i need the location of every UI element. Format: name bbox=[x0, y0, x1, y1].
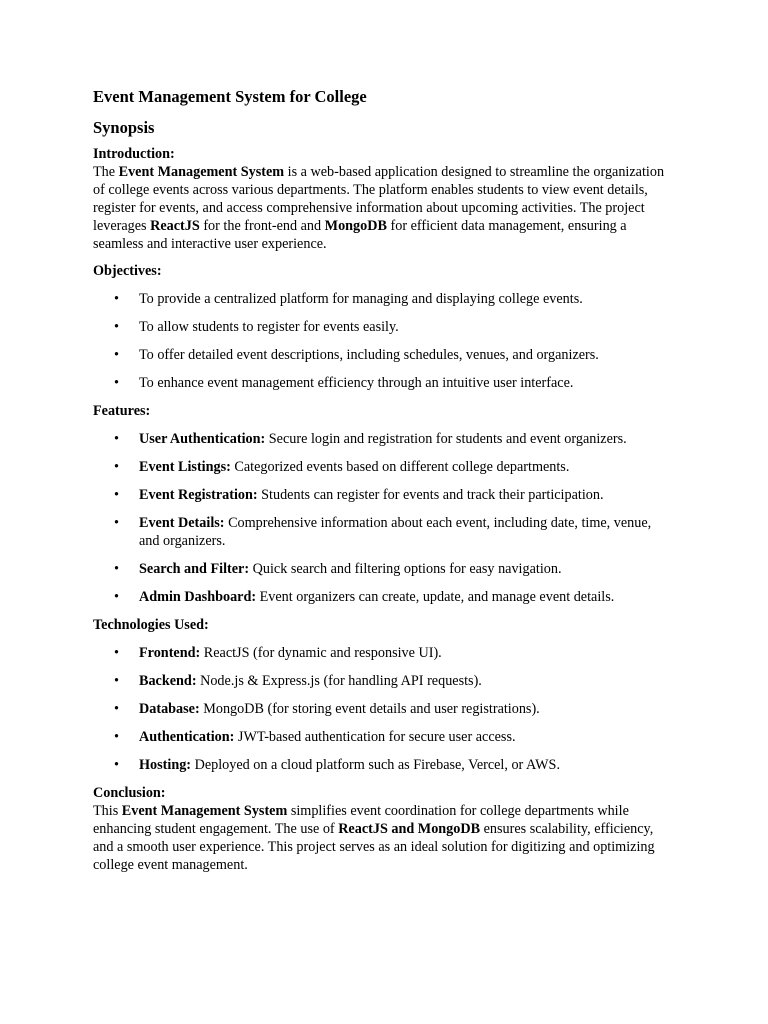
text-run: The bbox=[93, 164, 119, 180]
bullet-icon: • bbox=[114, 645, 119, 661]
text-run: simplifies event coordination for college departments while enhancing student engagement. The use of bbox=[93, 803, 629, 837]
introduction-label: Introduction: bbox=[93, 146, 175, 162]
list-item bbox=[93, 728, 674, 746]
list-item-text: To provide a centralized platform for managing and displaying college events. bbox=[139, 291, 583, 307]
list-item bbox=[93, 700, 674, 718]
technologies-section bbox=[93, 616, 674, 774]
bold-phrase: Event Management System bbox=[118, 164, 285, 180]
list-item-text: Comprehensive information about each event, including date, time, venue, and organizers. bbox=[139, 515, 652, 549]
bullet-icon: • bbox=[114, 515, 119, 531]
objectives-list bbox=[93, 290, 674, 392]
list-item-text: JWT-based authentication for secure user access. bbox=[234, 729, 516, 745]
bullet-icon: • bbox=[114, 319, 119, 335]
list-item bbox=[93, 458, 674, 476]
bold-phrase: ReactJS bbox=[150, 218, 200, 234]
technologies-list bbox=[93, 644, 674, 774]
bullet-icon: • bbox=[114, 431, 119, 447]
features-list bbox=[93, 430, 674, 606]
list-item bbox=[93, 318, 674, 336]
bold-phrase: Event Management System bbox=[121, 803, 288, 819]
bold-phrase: ReactJS and MongoDB bbox=[338, 821, 481, 837]
objectives-section bbox=[93, 262, 674, 392]
text-run: for the front-end and bbox=[199, 218, 325, 234]
list-item-text: Students can register for events and track their participation. bbox=[257, 487, 604, 503]
bullet-icon: • bbox=[114, 459, 119, 475]
list-item-text: To offer detailed event descriptions, including schedules, venues, and organizers. bbox=[139, 347, 599, 363]
bold-phrase: MongoDB bbox=[324, 218, 387, 234]
conclusion-label: Conclusion: bbox=[93, 785, 166, 801]
document-title: Event Management System for College bbox=[93, 87, 367, 106]
list-item-text: To allow students to register for events easily. bbox=[139, 319, 399, 335]
list-item-term: Backend: bbox=[139, 673, 197, 689]
list-item-text: Quick search and filtering options for easy navigation. bbox=[249, 561, 562, 577]
list-item-text: Categorized events based on different college departments. bbox=[230, 459, 570, 475]
list-item bbox=[93, 346, 674, 364]
introduction-paragraph bbox=[93, 163, 674, 253]
list-item-term: Admin Dashboard: bbox=[139, 589, 257, 605]
list-item-text: Deployed on a cloud platform such as Firebase, Vercel, or AWS. bbox=[191, 757, 560, 773]
bullet-icon: • bbox=[114, 291, 119, 307]
introduction-section bbox=[93, 145, 674, 253]
features-section bbox=[93, 402, 674, 606]
bullet-icon: • bbox=[114, 375, 119, 391]
list-item-term: User Authentication: bbox=[139, 431, 266, 447]
conclusion-paragraph bbox=[93, 802, 674, 874]
list-item bbox=[93, 756, 674, 774]
text-run: ensures scalability, efficiency, and a smooth user experience. This project serves as an ideal solution for digitizing and optimizing college event management. bbox=[93, 821, 655, 873]
list-item-text: To enhance event management efficiency through an intuitive user interface. bbox=[139, 375, 574, 391]
bullet-icon: • bbox=[114, 673, 119, 689]
list-item bbox=[93, 514, 674, 550]
list-item bbox=[93, 672, 674, 690]
technologies-label: Technologies Used: bbox=[93, 617, 209, 633]
list-item bbox=[93, 430, 674, 448]
features-label: Features: bbox=[93, 403, 151, 419]
list-item-term: Event Details: bbox=[139, 515, 225, 531]
list-item-text: ReactJS (for dynamic and responsive UI). bbox=[200, 645, 442, 661]
list-item-term: Event Listings: bbox=[139, 459, 231, 475]
list-item bbox=[93, 644, 674, 662]
text-run: for efficient data management, ensuring a seamless and interactive user experience. bbox=[93, 218, 627, 252]
list-item-term: Frontend: bbox=[139, 645, 201, 661]
list-item bbox=[93, 560, 674, 578]
bullet-icon: • bbox=[114, 487, 119, 503]
bullet-icon: • bbox=[114, 701, 119, 717]
list-item-text: MongoDB (for storing event details and user registrations). bbox=[199, 701, 540, 717]
bullet-icon: • bbox=[114, 729, 119, 745]
list-item-text: Event organizers can create, update, and manage event details. bbox=[256, 589, 615, 605]
list-item-text: Node.js & Express.js (for handling API requests). bbox=[196, 673, 482, 689]
list-item bbox=[93, 486, 674, 504]
bullet-icon: • bbox=[114, 561, 119, 577]
list-item bbox=[93, 588, 674, 606]
list-item-term: Authentication: bbox=[139, 729, 235, 745]
bullet-icon: • bbox=[114, 347, 119, 363]
list-item bbox=[93, 374, 674, 392]
text-run: This bbox=[93, 803, 122, 819]
objectives-label: Objectives: bbox=[93, 263, 162, 279]
list-item-term: Search and Filter: bbox=[139, 561, 250, 577]
synopsis-heading: Synopsis bbox=[93, 118, 155, 137]
list-item-term: Hosting: bbox=[139, 757, 192, 773]
list-item-term: Database: bbox=[139, 701, 200, 717]
list-item-term: Event Registration: bbox=[139, 487, 258, 503]
bullet-icon: • bbox=[114, 757, 119, 773]
list-item bbox=[93, 290, 674, 308]
list-item-text: Secure login and registration for students and event organizers. bbox=[265, 431, 627, 447]
text-run: is a web-based application designed to streamline the organization of college events across various departments. The platform enables students to view event details, register for events, and access comprehensive information about upcoming activities. The project leverages bbox=[93, 164, 665, 234]
bullet-icon: • bbox=[114, 589, 119, 605]
conclusion-section bbox=[93, 784, 674, 874]
